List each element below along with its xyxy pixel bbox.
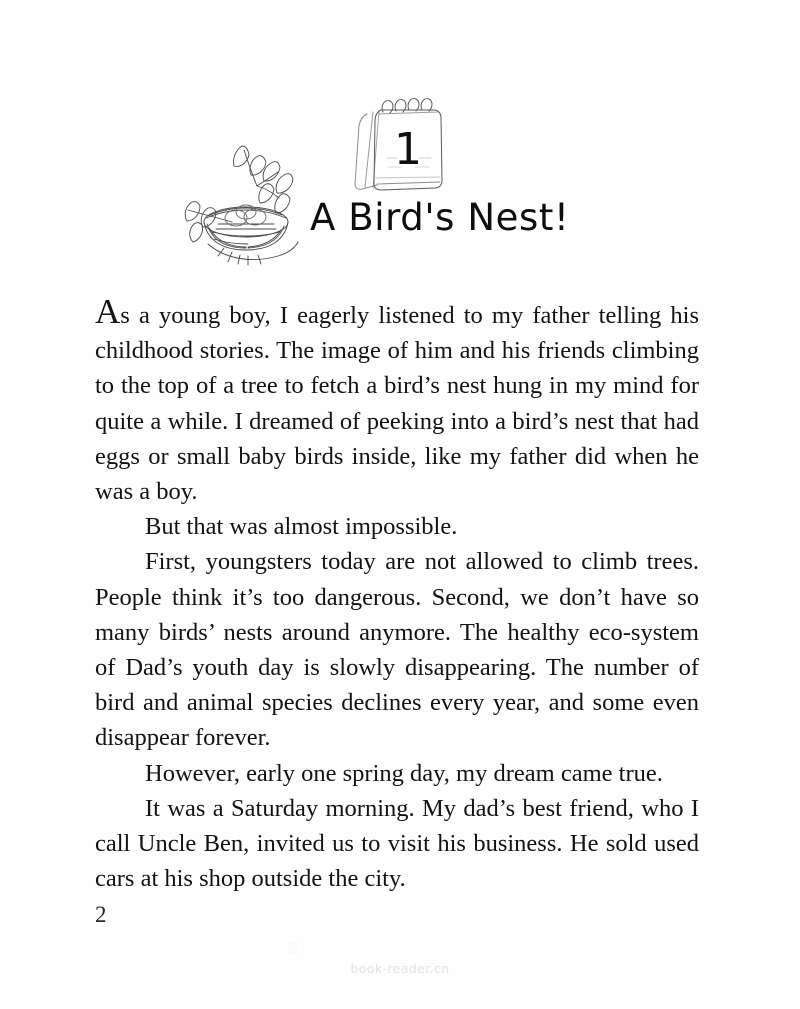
paragraph: However, early one spring day, my dream came true. xyxy=(145,759,663,787)
page-number: 2 xyxy=(95,902,107,927)
paragraph: It was a Saturday morning. My dad’s best friend, who I call Uncle Ben, invited us to visit his business. He sold used cars at his shop outside the city. xyxy=(95,794,699,893)
chapter-body-text xyxy=(95,292,699,896)
svg-text:1: 1 xyxy=(394,124,422,175)
birds-nest-sketch-icon xyxy=(178,136,314,266)
paragraph-text: s a young boy, I eagerly listened to my father telling his childhood stories. The image of him and his friends climbing to the top of a tree to fetch a bird’s nest hung in my mind for quite a while. I dreamed of peeking into a bird’s nest that had eggs or small baby birds inside, like my father did when he was a boy. xyxy=(95,302,699,506)
chapter-title: A Bird's Nest! xyxy=(310,196,570,239)
site-watermark: book-reader.cn xyxy=(350,961,450,976)
drop-cap-initial: A xyxy=(95,292,121,331)
desk-calendar-sketch-icon xyxy=(343,92,459,208)
chapter-header xyxy=(0,0,800,285)
paragraph: But that was almost impossible. xyxy=(145,513,458,541)
scan-artifact xyxy=(288,942,297,954)
paragraph: First, youngsters today are not allowed to climb trees. People think it’s too dangerous. Second, we don’t have so many birds’ nests around anymore. The healthy eco-system of Dad’s youth day is slowly disappearing. The number of bird and animal species declines every year, and some even disappear forever. xyxy=(95,548,699,752)
paragraph xyxy=(95,292,699,509)
